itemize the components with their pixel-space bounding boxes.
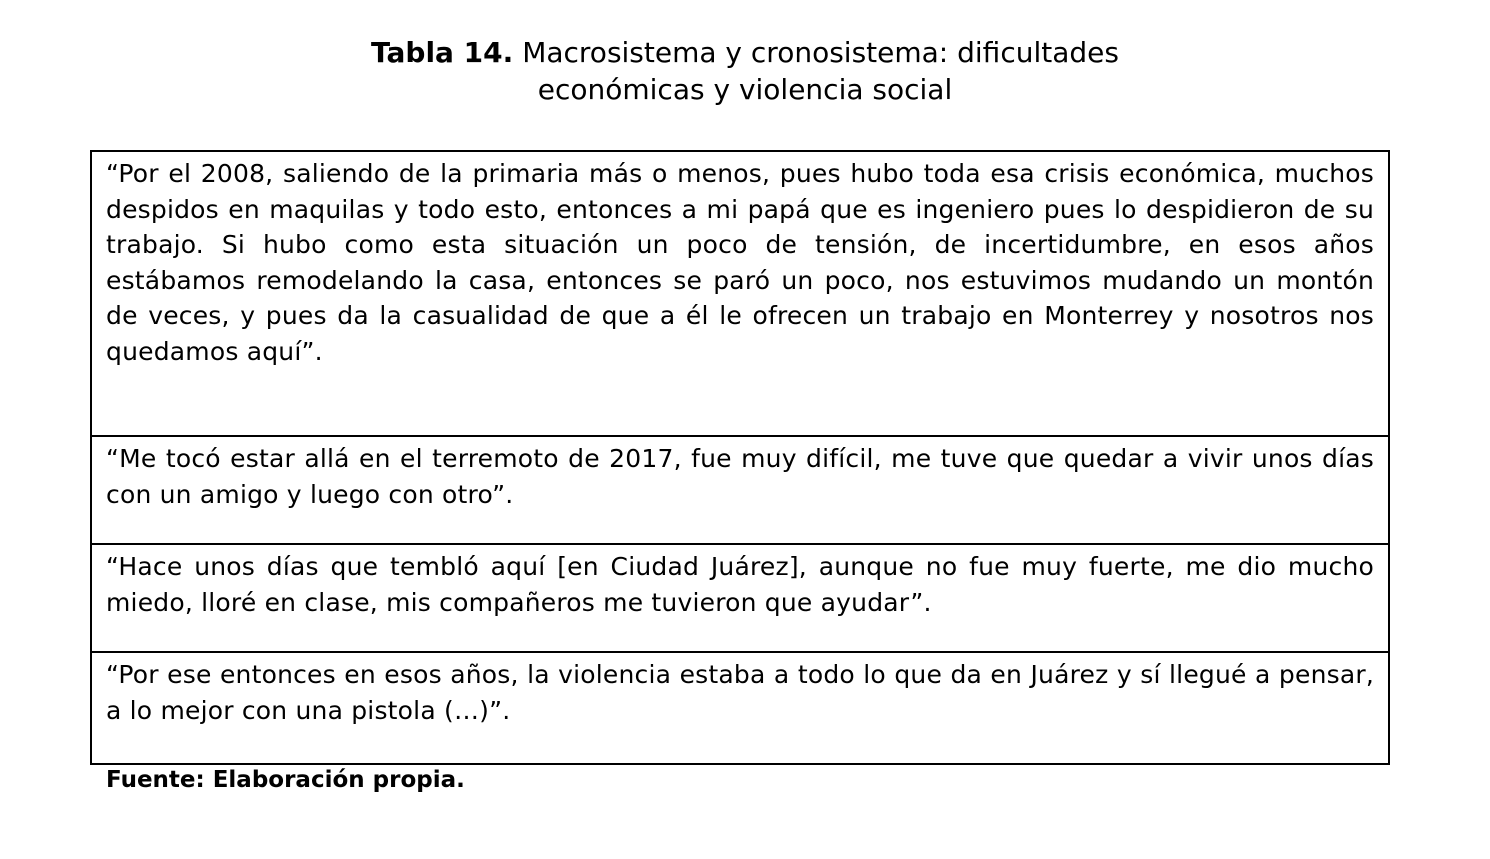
- quote-cell-2: “Me tocó estar allá en el terremoto de 2017, fue muy difícil, me tuve que quedar a vivir unos días con un amigo y luego con otro”.: [91, 436, 1389, 544]
- quote-cell-1: “Por el 2008, saliendo de la primaria más o menos, pues hubo toda esa crisis económica, muchos despidos en maquilas y todo esto, entonces a mi papá que es ingeniero pues lo despidieron de su trabajo. Si hubo como esta situación un poco de tensión, de incertidumbre, en esos años estábamos remodelando la casa, entonces se paró un poco, nos estuvimos mudando un montón de veces, y pues da la casualidad de que a él le ofrecen un trabajo en Monterrey y nosotros nos quedamos aquí”.: [91, 151, 1389, 436]
- table-number: Tabla 14.: [371, 36, 514, 69]
- table-title-line-1: Macrosistema y cronosistema: dificultades: [522, 36, 1119, 69]
- quote-cell-4: “Por ese entonces en esos años, la violencia estaba a todo lo que da en Juárez y sí llegué a pensar, a lo mejor con una pistola (…)”.: [91, 652, 1389, 764]
- table-row: [91, 544, 1389, 652]
- table-title-line-2: económicas y violencia social: [537, 73, 953, 106]
- table-row: [91, 436, 1389, 544]
- table-row: [91, 151, 1389, 436]
- quote-cell-3: “Hace unos días que tembló aquí [en Ciudad Juárez], aunque no fue muy fuerte, me dio mucho miedo, lloré en clase, mis compañeros me tuvieron que ayudar”.: [91, 544, 1389, 652]
- source-note: Fuente: Elaboración propia.: [106, 767, 465, 793]
- table-row: [91, 652, 1389, 764]
- table-caption: [0, 34, 1490, 108]
- quotes-table: [90, 150, 1390, 765]
